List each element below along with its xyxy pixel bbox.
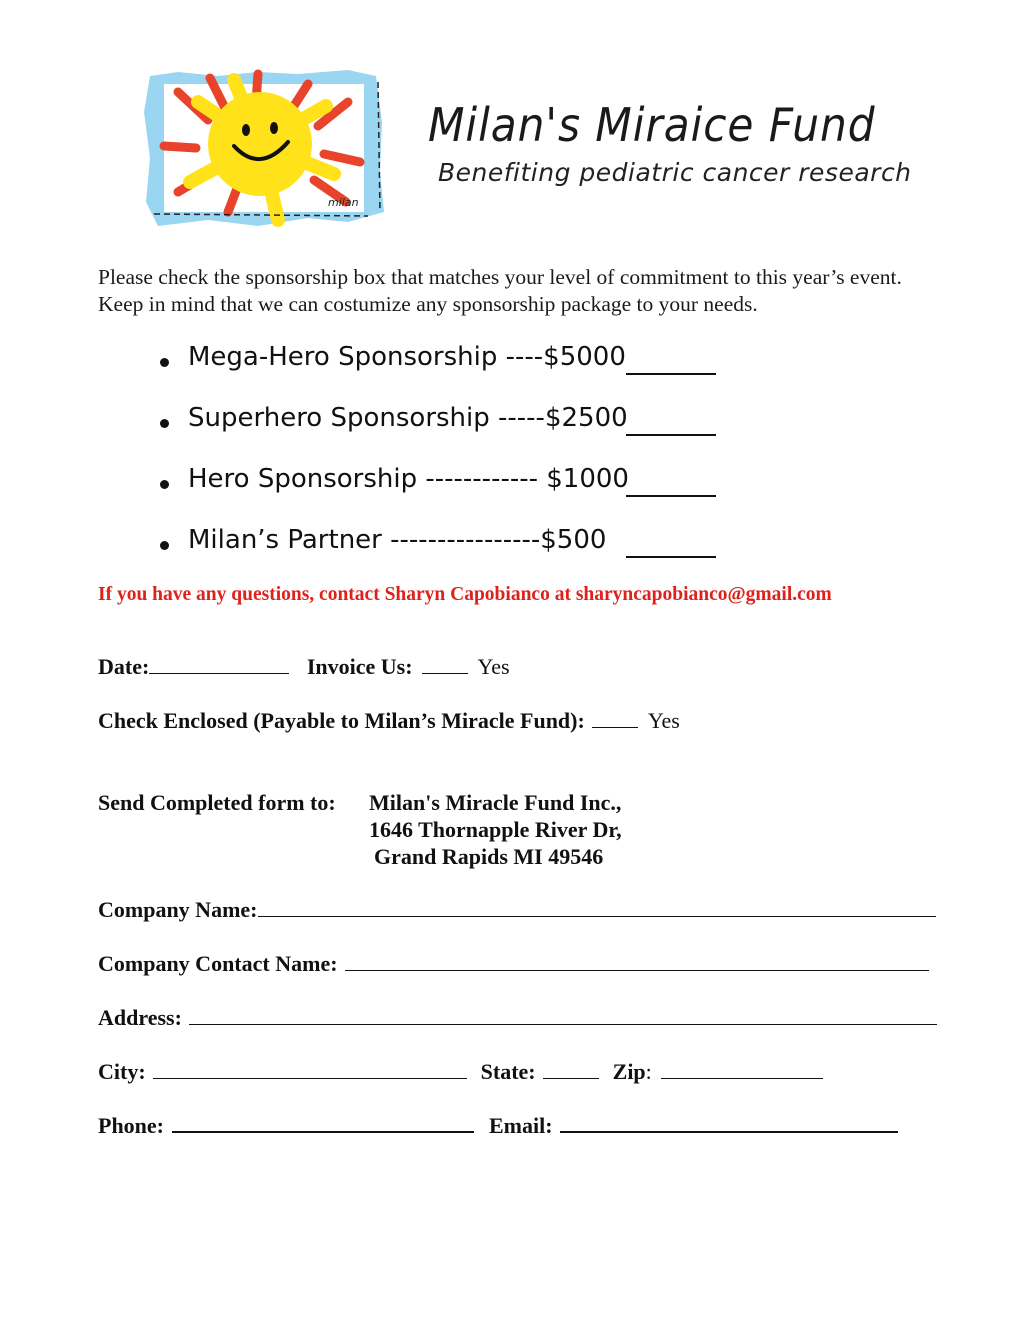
address-row	[98, 1005, 937, 1031]
contact-name-label: Company Contact Name:	[98, 951, 338, 976]
address-label: Address:	[98, 1005, 182, 1030]
sponsorship-checkbox-blank[interactable]	[626, 373, 716, 375]
city-label: City:	[98, 1059, 146, 1084]
sponsorship-checkbox-blank[interactable]	[626, 556, 716, 558]
company-name-row	[98, 897, 936, 923]
check-enclosed-checkbox-blank[interactable]	[592, 709, 638, 728]
contact-name-row	[98, 951, 929, 977]
email-field[interactable]	[560, 1113, 898, 1133]
state-label: State:	[480, 1059, 536, 1084]
bullet-icon	[160, 358, 169, 367]
address-line: 1646 Thornapple River Dr,	[369, 817, 622, 842]
intro-paragraph: Please check the sponsorship box that matches your level of commitment to this year’s event. Keep in mind that we can costumize any sponsorship package to your needs.	[98, 265, 902, 316]
zip-field[interactable]	[661, 1060, 823, 1079]
sponsorship-label: Milan’s Partner ----------------$500	[188, 525, 607, 555]
logo	[138, 62, 390, 234]
invoice-label: Invoice Us:	[306, 654, 413, 679]
bullet-icon	[160, 480, 169, 489]
zip-label: Zip	[612, 1059, 646, 1084]
sponsorship-label: Mega-Hero Sponsorship ----$5000	[188, 342, 626, 372]
sponsorship-checkbox-blank[interactable]	[626, 434, 716, 436]
bullet-icon	[160, 541, 169, 550]
date-invoice-row	[98, 654, 510, 680]
invoice-checkbox-blank[interactable]	[422, 655, 468, 674]
invoice-option: Yes	[477, 654, 510, 679]
logo-signature: milan	[328, 196, 359, 209]
date-label: Date:	[98, 654, 150, 679]
address-field[interactable]	[189, 1006, 937, 1025]
phone-label: Phone:	[98, 1113, 164, 1138]
phone-field[interactable]	[172, 1113, 474, 1133]
check-enclosed-option: Yes	[647, 708, 680, 733]
check-enclosed-label: Check Enclosed (Payable to Milan’s Miracle Fund):	[98, 708, 585, 733]
sponsorship-label: Superhero Sponsorship -----$2500	[188, 403, 628, 433]
brand-subtitle: Benefiting pediatric cancer research	[438, 158, 912, 187]
check-enclosed-row	[98, 708, 680, 734]
contact-note: If you have any questions, contact Sharyn Capobianco at sharyncapobianco@gmail.com	[98, 584, 832, 605]
email-label: Email:	[489, 1113, 553, 1138]
contact-name-field[interactable]	[345, 952, 929, 971]
address-line: Milan's Miracle Fund Inc.,	[369, 790, 622, 815]
sponsorship-label: Hero Sponsorship ------------ $1000	[188, 464, 629, 494]
address-line: Grand Rapids MI 49546	[374, 844, 604, 869]
date-field[interactable]	[149, 655, 289, 674]
sponsorship-checkbox-blank[interactable]	[626, 495, 716, 497]
mailing-address	[369, 789, 622, 870]
company-name-field[interactable]	[258, 898, 936, 917]
bullet-icon	[160, 419, 169, 428]
phone-email-row	[98, 1113, 898, 1139]
send-form-label: Send Completed form to:	[98, 790, 336, 815]
state-field[interactable]	[543, 1060, 599, 1079]
brand-title: Milan's Miraice Fund	[428, 98, 876, 152]
company-name-label: Company Name:	[98, 897, 258, 922]
city-field[interactable]	[153, 1060, 467, 1079]
city-state-zip-row: City: State: Zip:	[98, 1059, 823, 1085]
